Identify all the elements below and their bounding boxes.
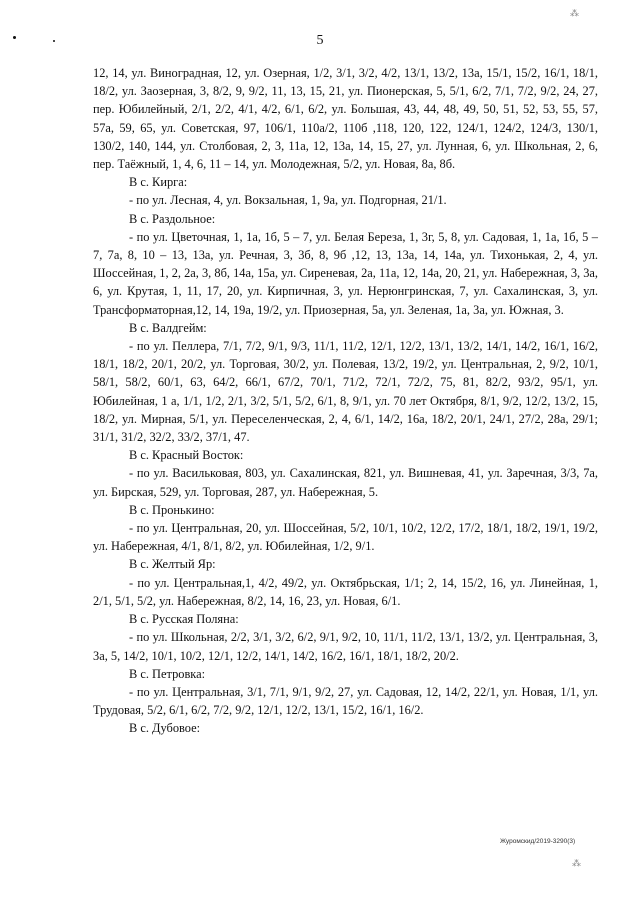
locality-heading: В с. Валдгейм: [129, 320, 207, 335]
scan-corner-mark: ⁂ [570, 8, 579, 18]
address-list: - по ул. Центральная,1, 4/2, 49/2, ул. Октябрьская, 1/1; 2, 14, 15/2, 16, ул. Линейная, 1, 2/1, 5/1, 5/2, ул. Набережная, 8/2, 14, 16, 23, ул. Новая, 6/1. [93, 575, 598, 608]
address-list: - по ул. Центральная, 3/1, 7/1, 9/1, 9/2, 27, ул. Садовая, 12, 14/2, 22/1, ул. Новая, 1/1, ул. Трудовая, 5/2, 6/1, 6/2, 7/2, 9/2, 12/1, 12/2, 13/1, 15/2, 16/1, 16/2. [93, 684, 598, 718]
locality-heading: В с. Петровка: [129, 666, 206, 681]
locality-heading: В с. Раздольное: [129, 211, 216, 226]
locality-heading: В с. Кирга: [129, 175, 188, 190]
address-paragraph: 12, 14, ул. Виноградная, 12, ул. Озерная, 1/2, 3/1, 3/2, 4/2, 13/1, 13/2, 13а, 15/1, 15/2, 16/1, 18/1, 18/2, ул. Заозерная, 3, 8/2, 9, 9/2, 11, 13, 15, 21, ул. Пионерская, 5, 5/1, 6/2, 7/1, 7/2, 9/2, 24, 27, пер. Юбилейный, 2/1, 2/2, 4/1, 4/2, 6/1, 6/2, ул. Большая, 43, 44, 48, 49, 50, 51, 52, 53, 55, 57, 57а, 59, 65, ул. Советская, 97, 106/1, 110а/2, 110б ,118, 120, 122, 124/1, 124/2, 124/3, 130/1, 130/2, 140, 144, ул. Столбовая, 2, 3, 11а, 12, 13а, 14, 15, 27, ул. Лунная, 6, ул. Школьная, 2, 6, пер. Таёжный, 1, 4, 6, 11 – 14, ул. Молодежная, 5/2, ул. Новая, 8а, 8б. [93, 66, 598, 172]
address-list: - по ул. Центральная, 20, ул. Шоссейная, 5/2, 10/1, 10/2, 12/2, 17/2, 18/1, 18/2, 19/1, 19/2, ул. Набережная, 4/1, 8/1, 8/2, ул. Юбилейная, 1/2, 9/1. [93, 521, 598, 554]
address-list: - по ул. Школьная, 2/2, 3/1, 3/2, 6/2, 9/1, 9/2, 10, 11/1, 11/2, 13/1, 13/2, ул. Центральная, 3, 3а, 5, 14/2, 10/1, 10/2, 12/1, 12/2, 14/1, 14/2, 16/2, 16/1, 18/1, 18/2, 20/2. [93, 630, 598, 663]
locality-heading: В с. Русская Поляна: [129, 612, 239, 627]
locality-heading: В с. Красный Восток: [129, 448, 244, 463]
document-body [93, 64, 598, 738]
address-list: - по ул. Пеллера, 7/1, 7/2, 9/1, 9/3, 11/1, 11/2, 12/1, 12/2, 13/1, 13/2, 14/1, 14/2, 16/1, 16/2, 18/1, 18/2, 20/1, 20/2, ул. Торговая, 30/2, ул. Полевая, 13/2, 19/2, ул. Центральная, 2, 9/2, 10/1, 58/1, 58/2, 60/1, 63, 64/2, 66/1, 67/2, 70/1, 71/2, 72/1, 72/2, 75, 81, 82/2, 93/2, 95/1, ул. Юбилейная, 1 а, 1/1, 1/2, 2/1, 3/2, 5/1, 5/2, 6/1, 8, 9/1, ул. 70 лет Октября, 8/1, 9/2, 12/2, 13/2, 15, 18/2, ул. Мирная, 5/1, ул. Переселенческая, 2, 4, 6/1, 14/2, 16а, 18/2, 20/1, 24/1, 27/2, 28а, 29/1; 31/1, 31/2, 32/2, 33/2, 37/1, 47. [93, 339, 598, 445]
document-code: Журомскид/2019-3290(3) [500, 838, 576, 845]
scan-corner-mark: ⁂ [572, 858, 581, 868]
locality-heading: В с. Пронькино: [129, 502, 215, 517]
address-list: - по ул. Лесная, 4, ул. Вокзальная, 1, 9а, ул. Подгорная, 21/1. [129, 193, 447, 208]
address-list: - по ул. Васильковая, 803, ул. Сахалинская, 821, ул. Вишневая, 41, ул. Заречная, 3/3, 7а, ул. Бирская, 529, ул. Торговая, 287, ул. Набережная, 5. [93, 466, 598, 499]
locality-heading: В с. Дубовое: [129, 721, 201, 736]
locality-heading: В с. Желтый Яр: [129, 557, 216, 572]
address-list: - по ул. Цветочная, 1, 1а, 1б, 5 – 7, ул. Белая Береза, 1, 3г, 5, 8, ул. Садовая, 1, 1а, 1б, 5 – 7, 7а, 8, 10 – 13, 13а, ул. Речная, 3, 3б, 8, 9б ,12, 13, 13а, 14, 14а, ул. Тихонькая, 2, 4, ул. Шоссейная, 1, 2, 2а, 3, 8б, 14а, 15а, ул. Сиреневая, 2а, 11а, 12, 14а, 20, 21, ул. Набережная, 3, 3а, 6, ул. Крутая, 1, 11, 17, 20, ул. Кирпичная, 3, ул. Нерюнгринская, 7, ул. Сахалинская, 3, ул. Трансформаторная,12, 14, 19а, 19/2, ул. Приозерная, 5а, ул. Зеленая, 1а, 3а, ул. Южная, 3. [93, 229, 599, 317]
page-number: 5 [316, 33, 324, 48]
